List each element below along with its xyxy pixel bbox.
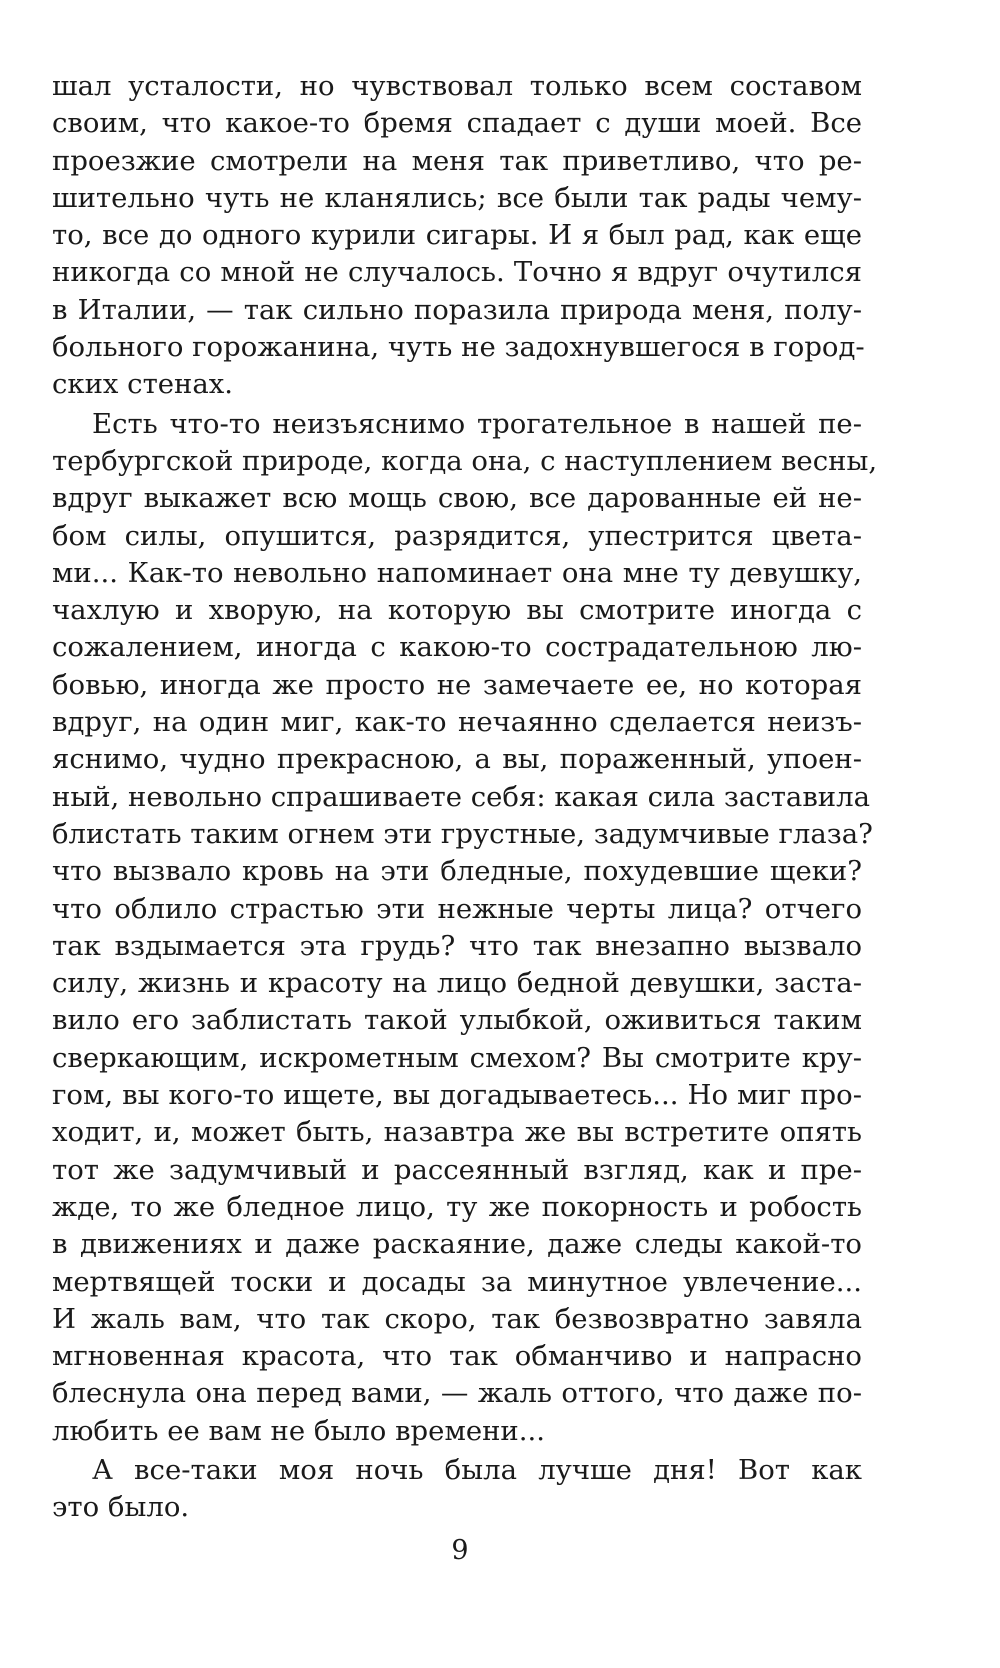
text-line: это было. — [52, 1491, 190, 1524]
text-line: шал усталости, но чувствовал только всем составом — [52, 70, 862, 102]
text-line: чахлую и хворую, на которую вы смотрите иногда с — [52, 594, 862, 627]
text-line: то, все до одного курили сигары. И я был рад, как еще — [52, 219, 862, 252]
text-line: проезжие смотрели на меня так приветливо, что ре- — [52, 144, 862, 177]
page-number: 9 — [451, 1535, 469, 1566]
text-line: сожалением, иногда с какою-то сострадательною лю- — [52, 631, 862, 664]
text-line: бовью, иногда же просто не замечаете ее, но которая — [52, 668, 862, 701]
text-line: Есть что-то неизъяснимо трогательное в нашей пе- — [92, 407, 862, 440]
text-line: что вызвало кровь на эти бледные, похудевшие щеки? — [52, 855, 862, 888]
paragraph-3 — [52, 1452, 862, 1527]
text-line: блистать таким огнем эти грустные, задумчивые глаза? — [52, 817, 873, 850]
text-line: любить ее вам не было времени... — [52, 1414, 545, 1447]
text-line: блеснула она перед вами, — жаль оттого, что даже по- — [52, 1377, 862, 1410]
text-line: вдруг, на один миг, как-то нечаянно сделается неизъ- — [52, 706, 862, 739]
text-line: в Италии, — так сильно поразила природа меня, полу- — [52, 293, 862, 326]
text-line: гом, вы кого-то ищете, вы догадываетесь... Но миг про- — [52, 1079, 862, 1112]
text-line: так вздымается эта грудь? что так внезапно вызвало — [52, 929, 862, 962]
paragraph-1 — [52, 68, 865, 404]
text-line: И жаль вам, что так скоро, так безвозвратно завяла — [52, 1302, 862, 1335]
paragraph-2 — [52, 406, 878, 1450]
text-line: никогда со мной не случалось. Точно я вдруг очутился — [52, 256, 862, 289]
text-line: яснимо, чудно прекрасною, а вы, пораженный, упоен- — [52, 743, 862, 776]
text-line: больного горожанина, чуть не задохнувшегося в город- — [52, 331, 865, 364]
text-line: шительно чуть не кланялись; все были так рады чему- — [52, 181, 862, 214]
text-line: бом силы, опушится, разрядится, упестрится цвета- — [52, 519, 862, 552]
text-line: тербургской природе, когда она, с наступлением весны, — [52, 444, 878, 477]
page-body — [52, 68, 878, 1527]
text-line: ходит, и, может быть, назавтра же вы встретите опять — [52, 1116, 862, 1149]
text-line: мгновенная красота, что так обманчиво и напрасно — [52, 1340, 862, 1373]
text-line: своим, что какое-то бремя спадает с души моей. Все — [52, 107, 862, 140]
text-line: тот же задумчивый и рассеянный взгляд, как и пре- — [52, 1153, 862, 1186]
text-line: ный, невольно спрашиваете себя: какая сила заставила — [52, 780, 871, 813]
text-line: А все-таки моя ночь была лучше дня! Вот как — [92, 1453, 862, 1486]
text-line: вдруг выкажет всю мощь свою, все дарованные ей не- — [52, 482, 862, 515]
text-line: ских стенах. — [52, 368, 234, 401]
text-line: вило его заблистать такой улыбкой, оживиться таким — [52, 1004, 862, 1037]
text-line: силу, жизнь и красоту на лицо бедной девушки, заста- — [52, 967, 862, 1000]
text-line: что облило страстью эти нежные черты лица? отчего — [52, 892, 862, 925]
text-line: мертвящей тоски и досады за минутное увлечение... — [52, 1265, 862, 1298]
text-line: сверкающим, искрометным смехом? Вы смотрите кру- — [52, 1041, 862, 1074]
text-line: в движениях и даже раскаяние, даже следы какой-то — [52, 1228, 862, 1261]
text-line: жде, то же бледное лицо, ту же покорность и робость — [52, 1190, 862, 1223]
text-line: ми... Как-то невольно напоминает она мне ту девушку, — [52, 556, 862, 589]
